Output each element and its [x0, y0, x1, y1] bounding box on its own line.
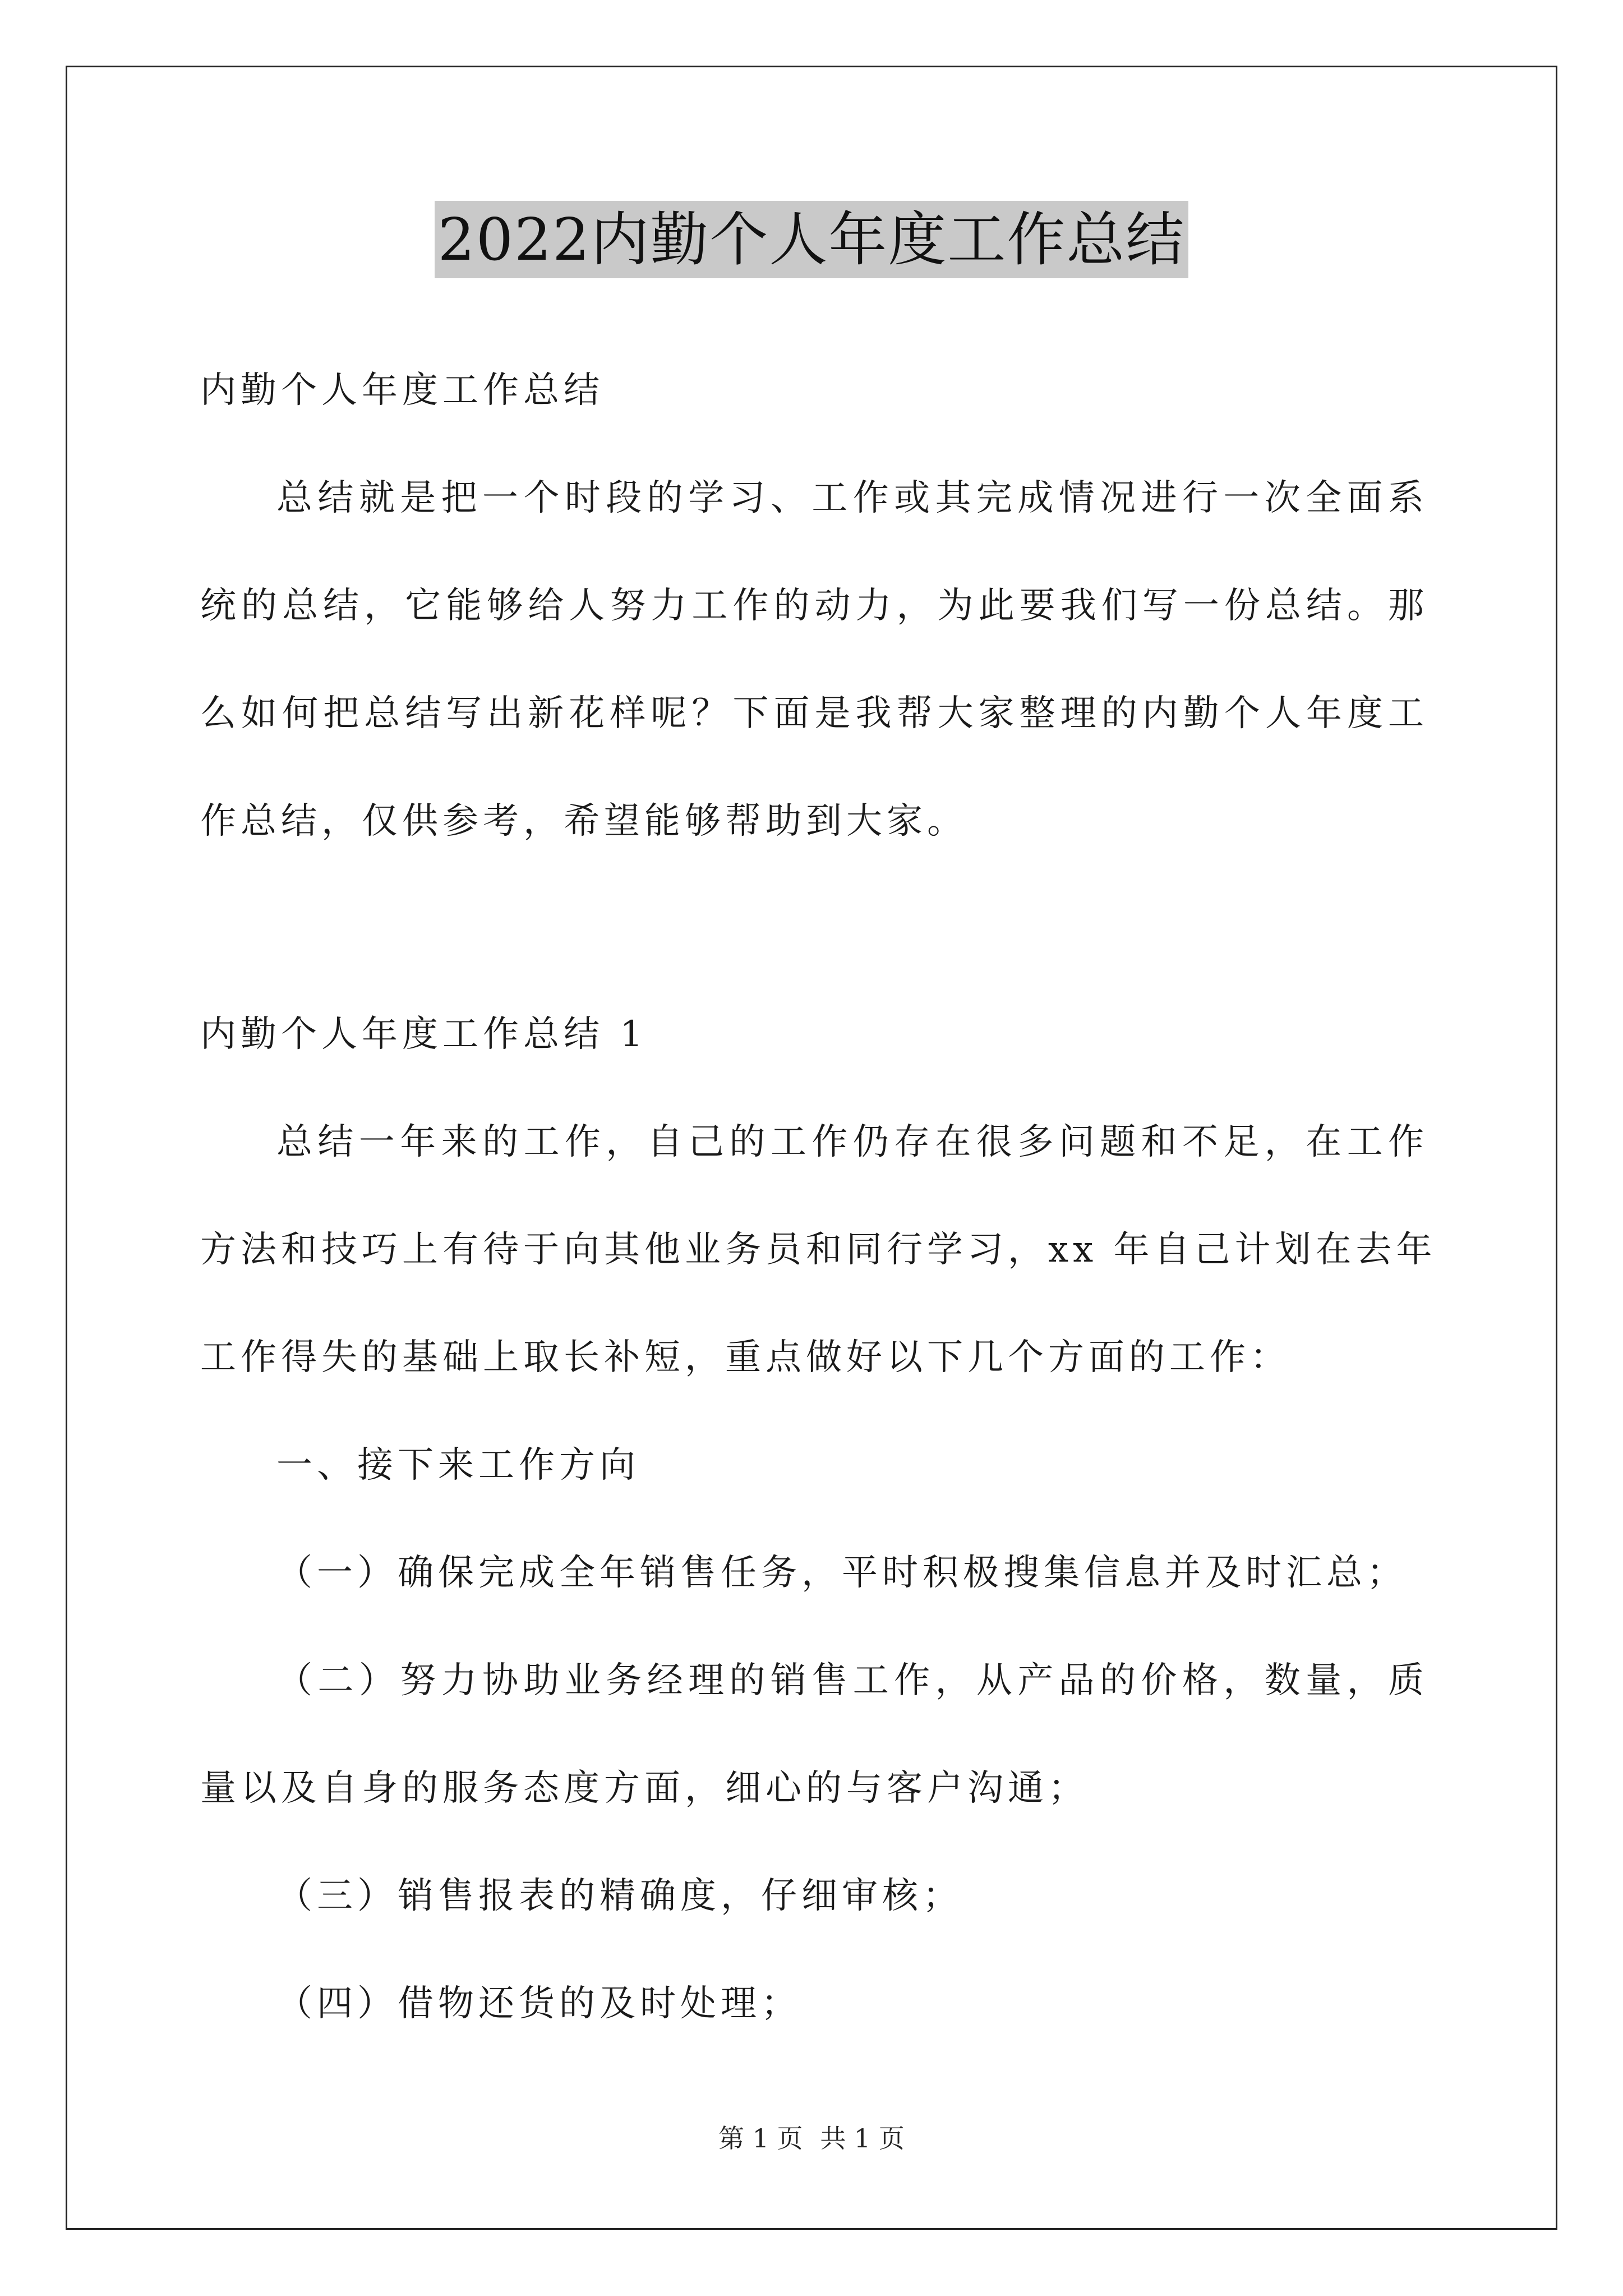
title-container: [0, 201, 1623, 278]
intro-paragraph-line: 总结就是把一个时段的学习、工作或其完成情况进行一次全面系: [276, 477, 1428, 519]
document-body: [200, 337, 1437, 2058]
body-paragraph-line: 总结一年来的工作，自己的工作仍存在很多问题和不足，在工作: [276, 1121, 1428, 1163]
page-number-total: 共 1 页: [820, 2123, 905, 2154]
body-paragraph-line: （四）借物还货的及时处理；: [276, 1983, 801, 2024]
page-number-current: 第 1 页: [718, 2123, 803, 2154]
body-paragraph-line: （三）销售报表的精确度，仔细审核；: [276, 1875, 963, 1917]
subtitle: 内勤个人年度工作总结: [200, 370, 604, 411]
page-footer: [0, 2122, 1623, 2155]
body-paragraph-line: 量以及自身的服务态度方面，细心的与客户沟通；: [200, 1768, 1089, 1809]
intro-paragraph-line: 统的总结，它能够给人努力工作的动力，为此要我们写一份总结。那: [200, 585, 1428, 627]
body-paragraph-line: 方法和技巧上有待于向其他业务员和同行学习，xx 年自己计划在去年: [200, 1229, 1437, 1271]
document-title: 2022内勤个人年度工作总结: [435, 201, 1189, 278]
intro-paragraph-line: 么如何把总结写出新花样呢？下面是我帮大家整理的内勤个人年度工: [200, 693, 1428, 734]
intro-paragraph-line: 作总结，仅供参考，希望能够帮助到大家。: [200, 800, 967, 842]
body-paragraph-line: （二）努力协助业务经理的销售工作，从产品的价格，数量，质: [276, 1660, 1428, 1701]
body-paragraph-line: 工作得失的基础上取长补短，重点做好以下几个方面的工作：: [200, 1337, 1290, 1378]
section-heading: 内勤个人年度工作总结 1: [200, 1014, 648, 1055]
body-paragraph-line: 一、接下来工作方向: [276, 1444, 640, 1486]
body-paragraph-line: （一）确保完成全年销售任务，平时积极搜集信息并及时汇总；: [276, 1552, 1407, 1594]
